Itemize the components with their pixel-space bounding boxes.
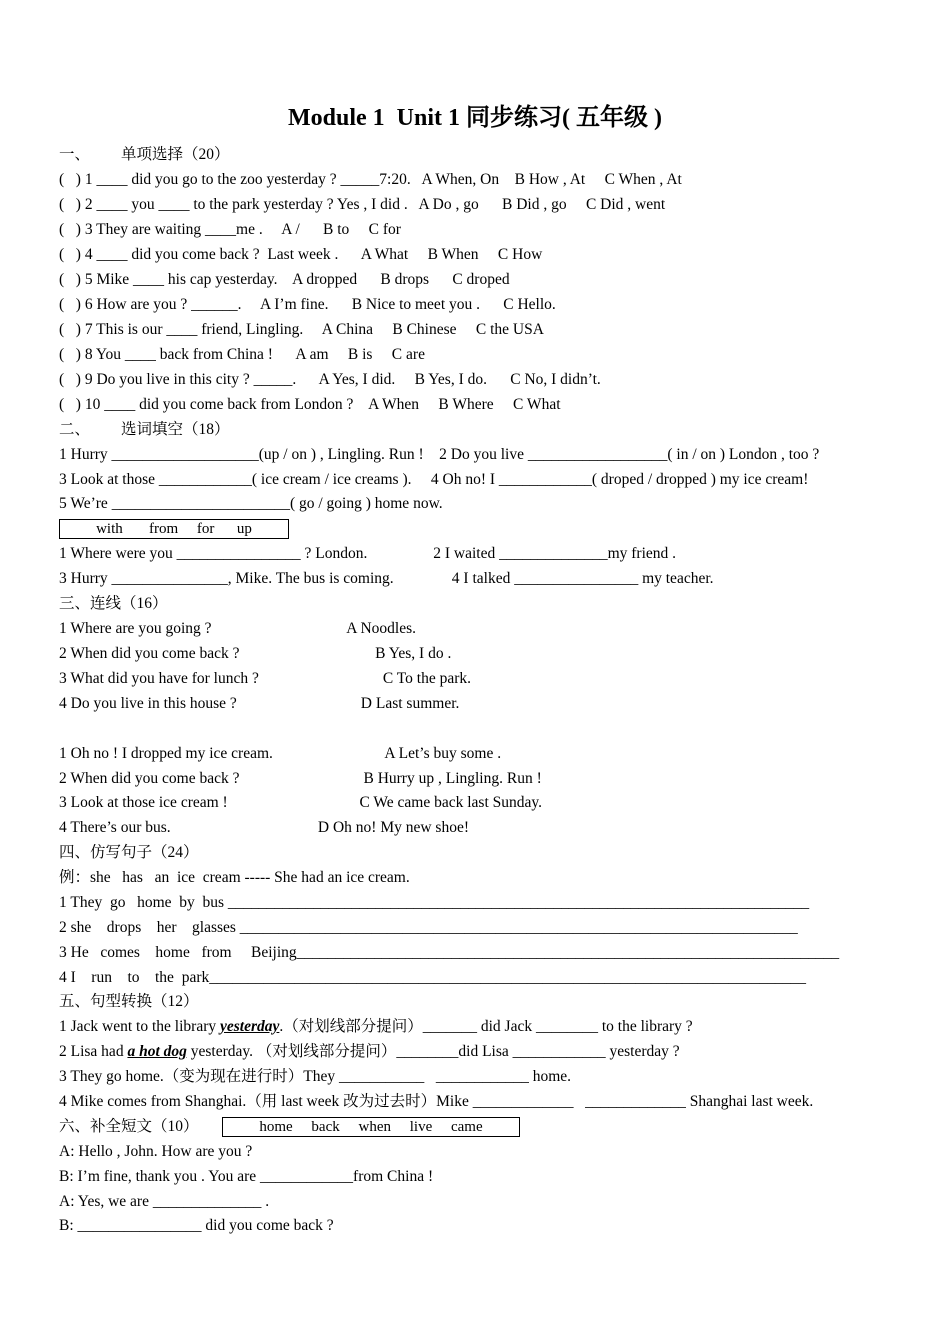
dialogue-line: A: Yes, we are ______________ . (59, 1193, 270, 1210)
transform-text: .（对划线部分提问）_______ did Jack ________ to the library ? (279, 1018, 693, 1035)
transform-line (59, 1017, 693, 1037)
transform-text: yesterday. （对划线部分提问）________did Lisa ____________ yesterday ? (186, 1043, 680, 1060)
underlined-keyword: yesterday (219, 1018, 280, 1035)
dialogue-line: B: I’m fine, thank you . You are ____________from China ! (59, 1168, 434, 1185)
match-line: 2 When did you come back ? B Hurry up , Lingling. Run ! (59, 770, 542, 787)
fill-line: 1 Hurry ___________________(up / on ) , Lingling. Run ! 2 Do you live __________________( in / on ) London , too ? (59, 446, 820, 463)
imitate-line: 2 she drops her glasses ________________________________________________________________________ (59, 919, 798, 936)
fill-line: 3 Look at those ____________( ice cream / ice creams ). 4 Oh no! I ____________( droped / dropped ) my ice cream! (59, 471, 809, 488)
imitate-line: 3 He comes home from Beijing______________________________________________________________________ (59, 944, 840, 961)
section-heading-choice: 一、 单项选择（20） (59, 146, 230, 163)
example-line: 例：she has an ice cream ----- She had an ice cream. (59, 869, 410, 886)
dialogue-line: A: Hello , John. How are you ? (59, 1143, 253, 1160)
question-line: ( ) 5 Mike ____ his cap yesterday. A dropped B drops C droped (59, 271, 510, 288)
transform-text: 1 Jack went to the library (59, 1018, 220, 1035)
question-line: ( ) 9 Do you live in this city ? _____. A Yes, I did. B Yes, I do. C No, I didn’t. (59, 371, 601, 388)
section-heading-transform: 五、句型转换（12） (59, 993, 199, 1010)
section-heading-passage: 六、补全短文（10） (59, 1118, 199, 1135)
section-heading-imitate: 四、仿写句子（24） (59, 844, 199, 861)
match-line: 4 There’s our bus. D Oh no! My new shoe! (59, 819, 469, 836)
question-line: ( ) 1 ____ did you go to the zoo yesterday ? _____7:20. A When, On B How , At C When , At (59, 171, 682, 188)
fill-line: 5 We’re _______________________( go / going ) home now. (59, 495, 443, 512)
transform-line: 4 Mike comes from Shanghai.（用 last week 改为过去时）Mike _____________ _____________ Shanghai last week. (59, 1093, 814, 1110)
section-heading-match: 三、连线（16） (59, 595, 168, 612)
question-line: ( ) 6 How are you ? ______. A I’m fine. B Nice to meet you . C Hello. (59, 296, 556, 313)
question-line: ( ) 8 You ____ back from China ! A am B is C are (59, 346, 425, 363)
question-line: ( ) 10 ____ did you come back from London ? A When B Where C What (59, 396, 561, 413)
underlined-keyword: a hot dog (127, 1043, 187, 1060)
match-line: 3 What did you have for lunch ? C To the park. (59, 670, 472, 687)
word-box: with from for up (59, 519, 289, 539)
question-line: ( ) 3 They are waiting ____me . A / B to C for (59, 221, 401, 238)
imitate-line: 4 I run to the park_____________________________________________________________________________ (59, 969, 806, 986)
fill-line: 1 Where were you ________________ ? London. 2 I waited ______________my friend . (59, 545, 677, 562)
match-line: 3 Look at those ice cream ! C We came back last Sunday. (59, 794, 543, 811)
dialogue-line: B: ________________ did you come back ? (59, 1217, 334, 1234)
question-line: ( ) 4 ____ did you come back ? Last week . A What B When C How (59, 246, 543, 263)
match-line: 2 When did you come back ? B Yes, I do . (59, 645, 452, 662)
fill-line: 3 Hurry _______________, Mike. The bus is coming. 4 I talked ________________ my teacher. (59, 570, 714, 587)
page-title: Module 1 Unit 1 同步练习( 五年级 ) (288, 105, 662, 131)
imitate-line: 1 They go home by bus ___________________________________________________________________________ (59, 894, 810, 911)
word-box: home back when live came (222, 1117, 520, 1137)
transform-line: 3 They go home.（变为现在进行时）They ___________ ____________ home. (59, 1068, 572, 1085)
question-line: ( ) 2 ____ you ____ to the park yesterday ? Yes , I did . A Do , go B Did , go C Did , went (59, 196, 666, 213)
section-heading-fill: 二、 选词填空（18） (59, 421, 230, 438)
transform-line (59, 1042, 680, 1062)
transform-text: 2 Lisa had (59, 1043, 128, 1060)
question-line: ( ) 7 This is our ____ friend, Lingling. A China B Chinese C the USA (59, 321, 544, 338)
match-line: 1 Oh no ! I dropped my ice cream. A Let’s buy some . (59, 745, 502, 762)
match-line: 1 Where are you going ? A Noodles. (59, 620, 417, 637)
match-line: 4 Do you live in this house ? D Last summer. (59, 695, 460, 712)
